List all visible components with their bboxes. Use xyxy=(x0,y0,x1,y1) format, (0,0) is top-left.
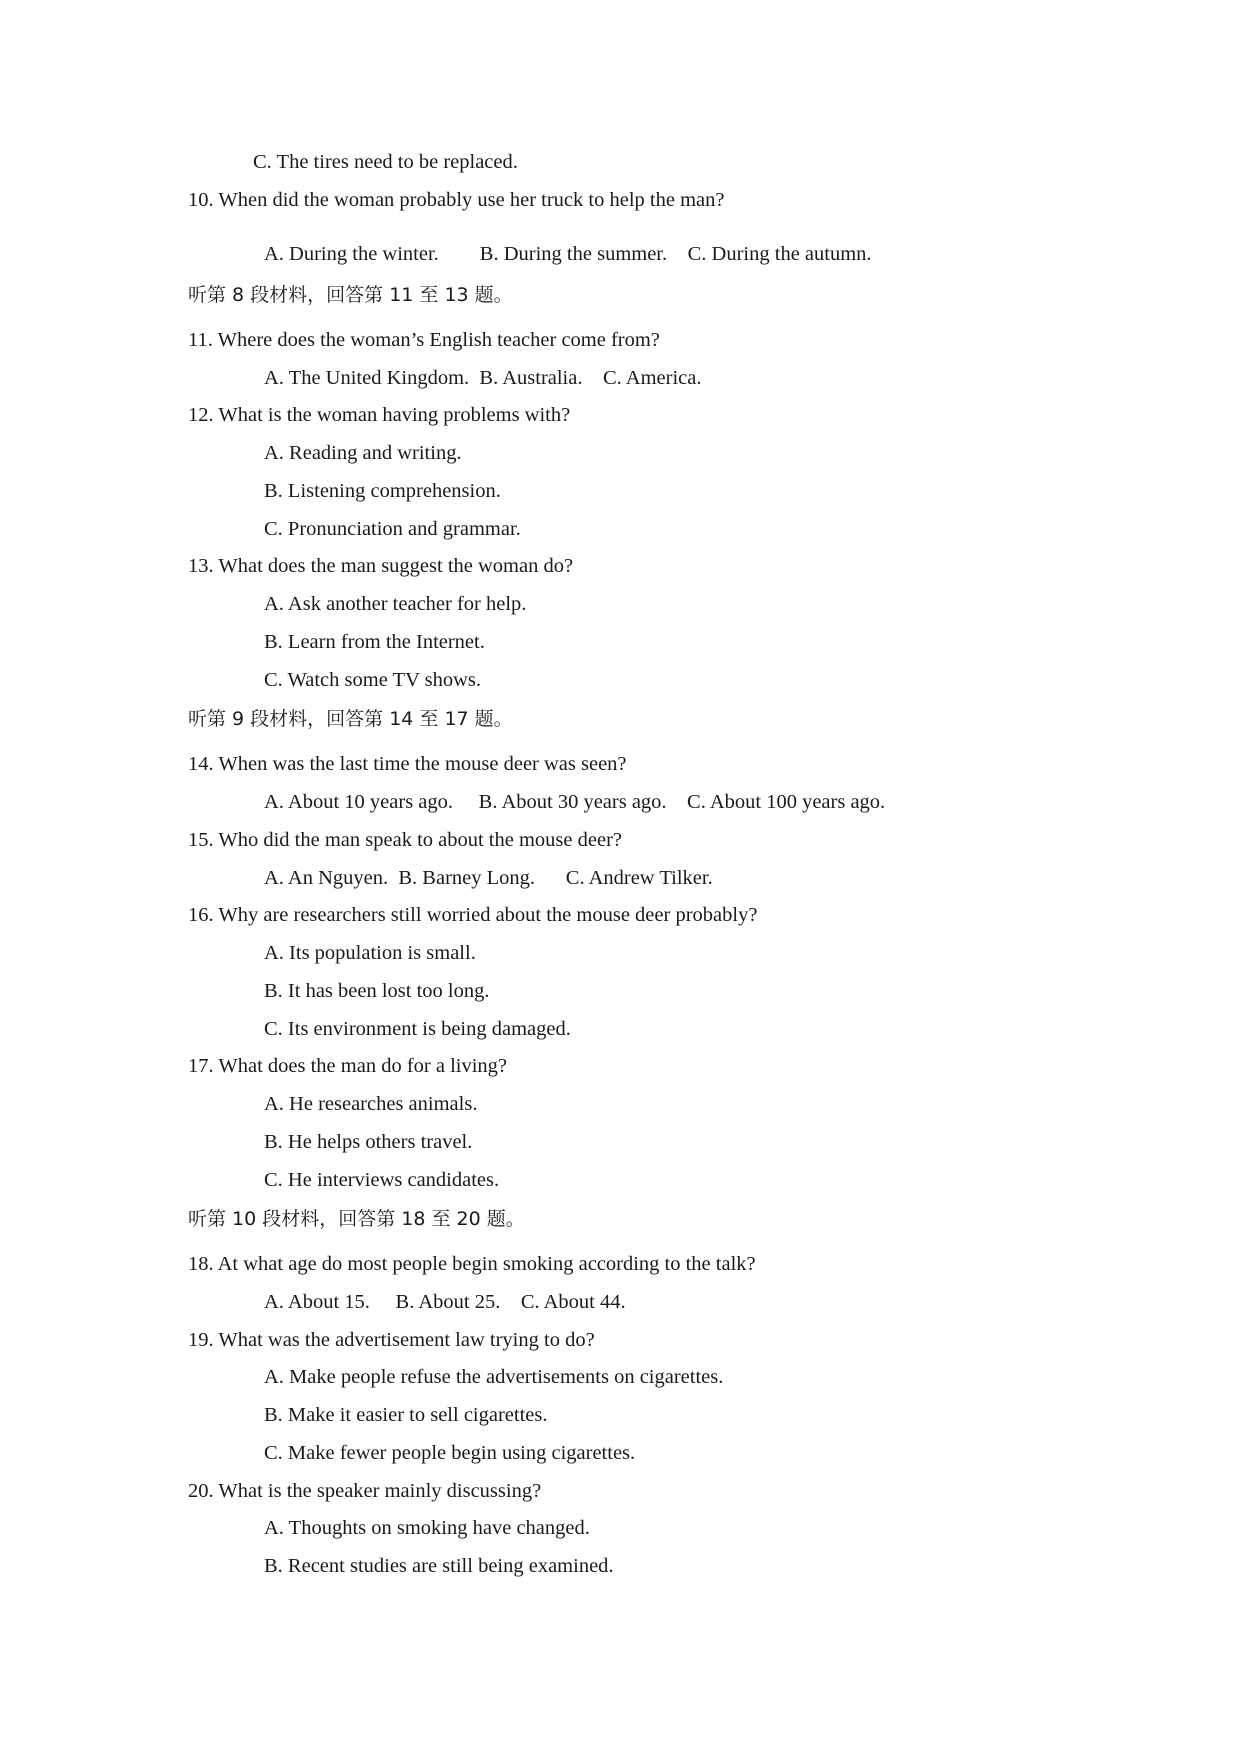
option-line: C. Its environment is being damaged. xyxy=(264,1018,571,1040)
question-line: 16. Why are researchers still worried about the mouse deer probably? xyxy=(188,904,758,926)
option-line: B. Recent studies are still being examined. xyxy=(264,1555,614,1577)
question-line: 11. Where does the woman’s English teacher come from? xyxy=(188,329,660,351)
question-line: 18. At what age do most people begin smoking according to the talk? xyxy=(188,1253,756,1275)
section-heading: 听第 10 段材料，回答第 18 至 20 题。 xyxy=(188,1208,525,1230)
option-line: A. Make people refuse the advertisements on cigarettes. xyxy=(264,1366,724,1388)
option-line: B. He helps others travel. xyxy=(264,1131,473,1153)
option-line: B. Listening comprehension. xyxy=(264,480,501,502)
option-line: C. Watch some TV shows. xyxy=(264,669,482,691)
question-line: 20. What is the speaker mainly discussing? xyxy=(188,1480,542,1502)
option-line: A. Its population is small. xyxy=(264,942,476,964)
question-line: 13. What does the man suggest the woman do? xyxy=(188,555,574,577)
section-heading: 听第 9 段材料，回答第 14 至 17 题。 xyxy=(188,708,513,730)
question-line: 10. When did the woman probably use her truck to help the man? xyxy=(188,189,725,211)
option-line: A. During the winter. B. During the summer. C. During the autumn. xyxy=(264,243,872,265)
section-heading: 听第 8 段材料，回答第 11 至 13 题。 xyxy=(188,284,513,306)
question-line: 17. What does the man do for a living? xyxy=(188,1055,508,1077)
option-line: A. The United Kingdom. B. Australia. C. America. xyxy=(264,367,702,389)
option-line: C. The tires need to be replaced. xyxy=(253,151,518,173)
option-line: A. About 10 years ago. B. About 30 years ago. C. About 100 years ago. xyxy=(264,791,886,813)
question-line: 12. What is the woman having problems with? xyxy=(188,404,571,426)
option-line: A. Thoughts on smoking have changed. xyxy=(264,1517,590,1539)
option-line: A. Reading and writing. xyxy=(264,442,462,464)
option-line: C. He interviews candidates. xyxy=(264,1169,500,1191)
option-line: C. Pronunciation and grammar. xyxy=(264,518,521,540)
option-line: B. It has been lost too long. xyxy=(264,980,490,1002)
option-line: B. Learn from the Internet. xyxy=(264,631,485,653)
option-line: A. About 15. B. About 25. C. About 44. xyxy=(264,1291,626,1313)
question-line: 14. When was the last time the mouse deer was seen? xyxy=(188,753,627,775)
option-line: A. An Nguyen. B. Barney Long. C. Andrew Tilker. xyxy=(264,867,713,889)
option-line: A. He researches animals. xyxy=(264,1093,478,1115)
question-line: 15. Who did the man speak to about the mouse deer? xyxy=(188,829,622,851)
option-line: B. Make it easier to sell cigarettes. xyxy=(264,1404,548,1426)
option-line: C. Make fewer people begin using cigarettes. xyxy=(264,1442,636,1464)
option-line: A. Ask another teacher for help. xyxy=(264,593,527,615)
question-line: 19. What was the advertisement law trying to do? xyxy=(188,1329,595,1351)
